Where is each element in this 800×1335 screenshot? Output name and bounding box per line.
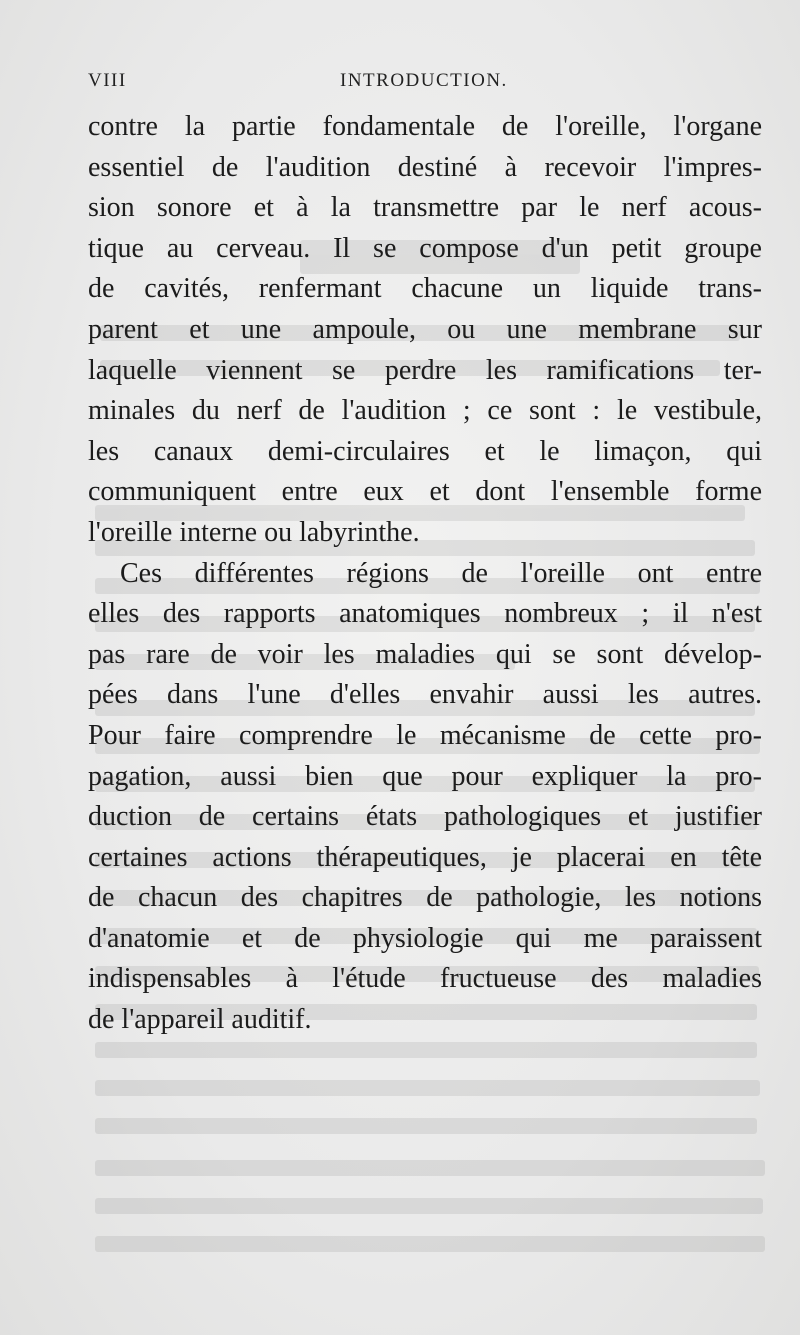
text-line: sion sonore et à la transmettre par le nerf acous- [88, 192, 762, 224]
paragraph-1 [88, 107, 762, 554]
body-text [88, 107, 762, 1041]
text-line: contre la partie fondamentale de l'oreille, l'organe [88, 111, 762, 142]
text-line: essentiel de l'audition destiné à recevoir l'impres- [88, 151, 762, 183]
text-line: certaines actions thérapeutiques, je placerai en tête [88, 841, 762, 873]
page-number: VIII [88, 70, 127, 91]
text-line: de chacun des chapitres de pathologie, les notions [88, 882, 762, 914]
text-line: les canaux demi-circulaires et le limaçon, qui [88, 435, 762, 467]
text-line: l'oreille interne ou labyrinthe. [88, 516, 420, 548]
text-line: indispensables à l'étude fructueuse des maladies [88, 963, 762, 995]
running-title: INTRODUCTION. [340, 70, 508, 91]
text-line: pas rare de voir les maladies qui se sont dévelop- [88, 638, 762, 670]
text-line: laquelle viennent se perdre les ramifications ter- [88, 354, 762, 386]
paragraph-2 [88, 554, 762, 1041]
running-header [88, 70, 754, 104]
text-line: communiquent entre eux et dont l'ensemble forme [88, 476, 762, 508]
text-line: pées dans l'une d'elles envahir aussi les autres. [88, 679, 762, 711]
text-line: de cavités, renfermant chacune un liquide trans- [88, 273, 762, 305]
text-line: pagation, aussi bien que pour expliquer la pro- [88, 760, 762, 792]
text-line: tique au cerveau. Il se compose d'un petit groupe [88, 232, 762, 264]
text-line: d'anatomie et de physiologie qui me paraissent [88, 922, 762, 954]
text-line: elles des rapports anatomiques nombreux ; il n'est [88, 598, 762, 630]
text-line: parent et une ampoule, ou une membrane sur [88, 313, 762, 345]
text-line: Pour faire comprendre le mécanisme de cette pro- [88, 719, 762, 751]
text-line: Ces différentes régions de l'oreille ont entre [120, 557, 762, 589]
text-line: minales du nerf de l'audition ; ce sont : le vestibule, [88, 395, 762, 427]
text-line: duction de certains états pathologiques et justifier [88, 801, 762, 833]
text-line: de l'appareil auditif. [88, 1004, 312, 1036]
